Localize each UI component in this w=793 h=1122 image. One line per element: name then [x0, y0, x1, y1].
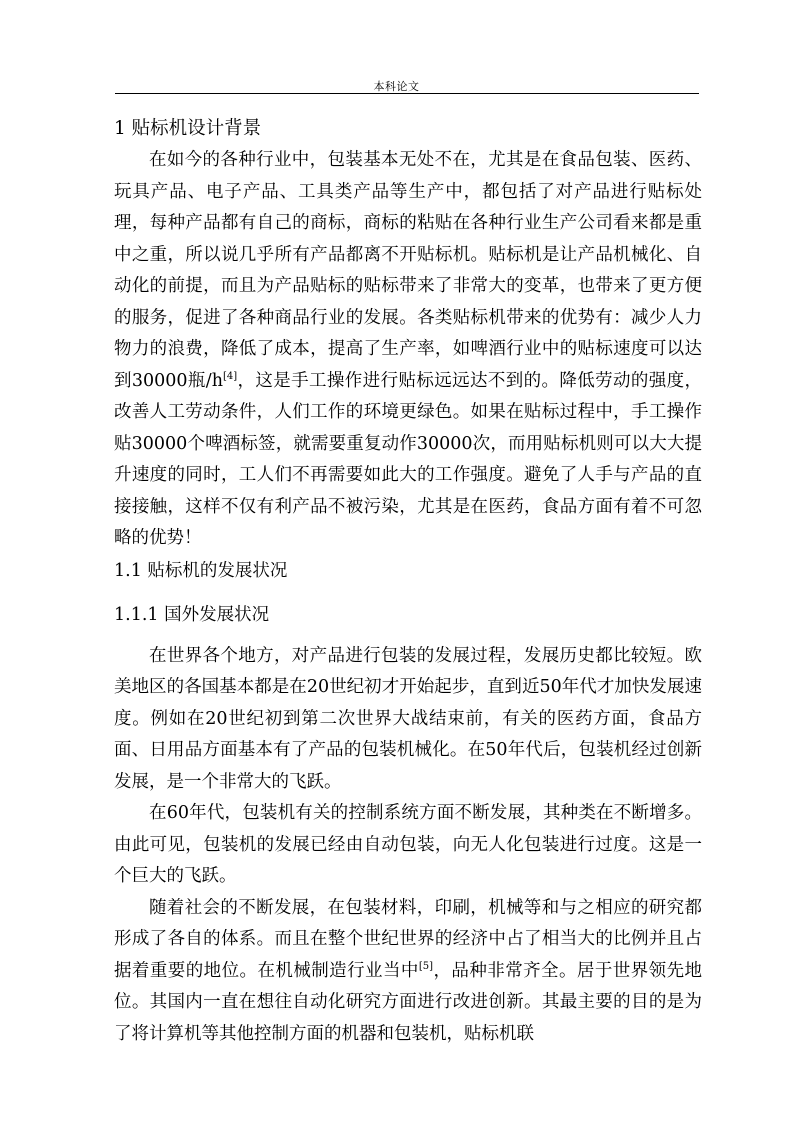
paragraph-text: ，品种非常齐全。居于世界领先地位。其国内一直在想往自动化研究方面进行改进创新。其最主要的目的是为了将计算机等其他控制方面的机器和包装机，贴标机联	[114, 960, 703, 1044]
paragraph-text: 在如今的各种行业中，包装基本无处不在，尤其是在食品包装、医药、玩具产品、电子产品、工具类产品等生产中，都包括了对产品进行贴标处理，每种产品都有自己的商标，商标的粘贴在各种行业生产公司看来都是重中之重，所以说几乎所有产品都离不开贴标机。贴标机是让产品机械化、自动化的前提，而且为产品贴标的贴标带来了非常大的变革，也带来了更方便的服务，促进了各种商品行业的发展。各类贴标机带来的优势有：减少人力物力的浪费，降低了成本，提高了生产率，如啤酒行业中的贴标速度可以达到30000瓶/h	[114, 150, 702, 391]
paragraph: 在世界各个地方，对产品进行包装的发展过程，发展历史都比较短。欧美地区的各国基本都是在20世纪初才开始起步，直到近50年代才加快发展速度。例如在20世纪初到第二次世界大战结束前，有关的医药方面，食品方面、日用品方面基本有了产品的包装机械化。在50年代后，包装机经过创新发展，是一个非常大的飞跃。	[114, 645, 702, 792]
citation-ref: [4]	[222, 370, 238, 382]
paragraph-text: 随着社会的不断发展，在包装材料，印刷，机械等和与之相应的研究都形成了各自的体系。而且在整个世纪世界的经济中占了相当大的比例并且占据着重要的地位。在机械制造行业当中	[114, 897, 702, 981]
paragraph	[114, 893, 702, 1051]
body-text	[114, 113, 702, 1050]
section-heading-1: 1 贴标机设计背景	[114, 118, 262, 139]
paragraph: 在60年代，包装机有关的控制系统方面不断发展，其种类在不断增多。由此可见，包装机的发展已经由自动包装，向无人化包装进行过度。这是一个巨大的飞跃。	[114, 803, 702, 886]
citation-ref: [5]	[418, 960, 434, 972]
running-header: 本科论文	[373, 80, 420, 93]
section-heading-1-1: 1.1 贴标机的发展状况	[114, 560, 288, 581]
header-rule	[115, 93, 699, 94]
paragraph	[114, 145, 702, 555]
section-heading-1-1-1: 1.1.1 国外发展状况	[114, 604, 270, 625]
paragraph-text: ，这是手工操作进行贴标远远达不到的。降低劳动的强度，改善人工劳动条件，人们工作的环境更绿色。如果在贴标过程中，手工操作贴30000个啤酒标签，就需要重复动作30000次，而用贴标机则可以大大提升速度的同时，工人们不再需要如此大的工作强度。避免了人手与产品的直接接触，这样不仅有利产品不被污染，尤其是在医药，食品方面有着不可忽略的优势！	[114, 370, 703, 548]
